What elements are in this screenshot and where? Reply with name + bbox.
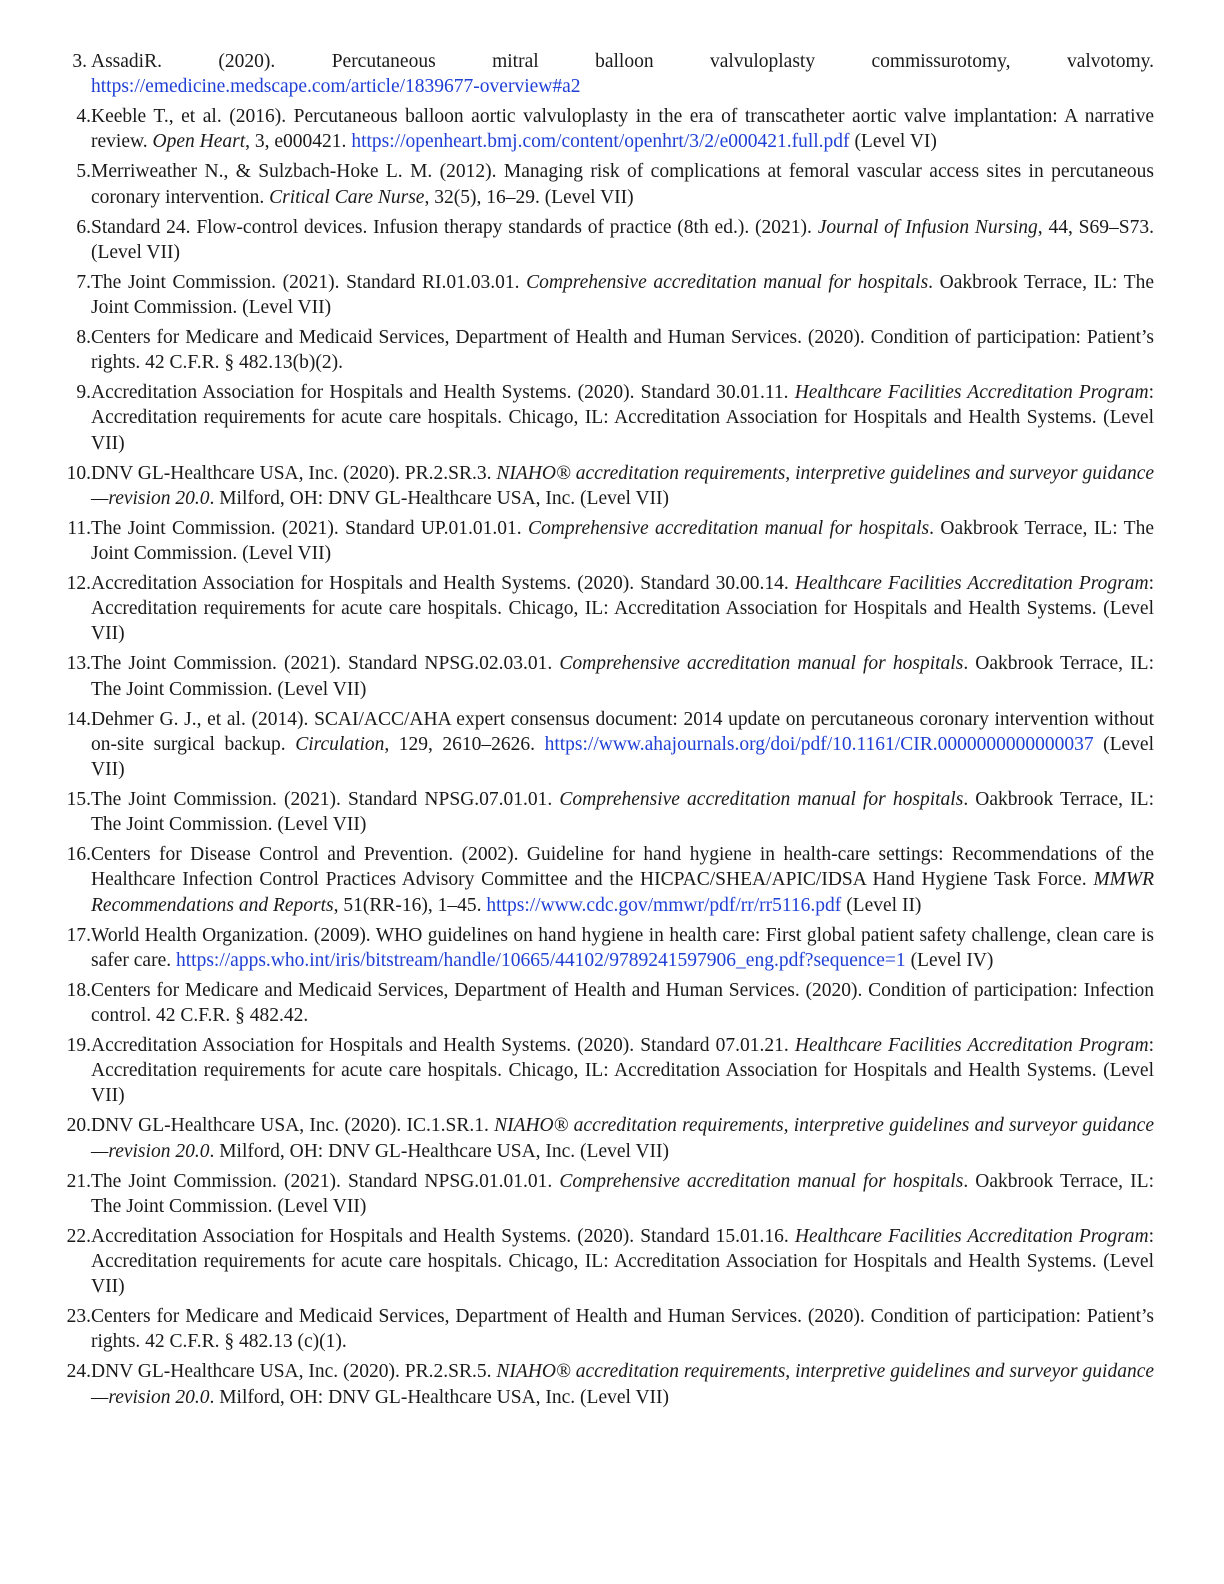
reference-item xyxy=(55,215,1154,265)
reference-url-link[interactable]: https://www.cdc.gov/mmwr/pdf/rr/rr5116.pdf xyxy=(486,894,842,916)
reference-number: 16. xyxy=(66,844,91,866)
reference-item xyxy=(55,842,1154,918)
reference-source-title: NIAHO® accreditation requirements, interpretive guidelines and surveyor guidance—revision 20.0 xyxy=(91,462,1155,509)
reference-text-segment: , 129, 2610–2626. xyxy=(384,733,545,755)
reference-text xyxy=(91,461,1154,511)
reference-item xyxy=(55,104,1154,154)
reference-number: 6. xyxy=(76,216,91,238)
reference-item xyxy=(55,1033,1154,1109)
reference-text xyxy=(91,1113,1154,1163)
reference-text-segment: , 51(RR-16), 1–45. xyxy=(333,894,487,916)
reference-number: 3. xyxy=(72,51,87,72)
reference-item xyxy=(55,651,1154,701)
reference-text xyxy=(91,1169,1154,1219)
reference-text-segment: . Oakbrook Terrace, IL: The Joint Commission. (Level VII) xyxy=(91,517,1154,565)
reference-text-segment: AssadiR. (2020). Percutaneous mitral balloon valvuloplasty commissurotomy, valvotomy. xyxy=(91,51,1154,72)
reference-text-segment: Dehmer G. J., et al. (2014). SCAI/ACC/AHA expert consensus document: 2014 update on percutaneous coronary intervention without on-site surgical backup. xyxy=(91,708,1154,755)
reference-text xyxy=(91,159,1154,209)
reference-source-title: Comprehensive accreditation manual for hospitals xyxy=(526,271,929,293)
reference-text xyxy=(91,651,1154,701)
reference-number: 11. xyxy=(67,517,91,539)
reference-number: 8. xyxy=(76,327,91,349)
reference-text xyxy=(91,1033,1154,1109)
reference-source-title: Healthcare Facilities Accreditation Program xyxy=(794,573,1149,595)
reference-text xyxy=(91,270,1154,320)
reference-url-link[interactable]: https://openheart.bmj.com/content/openhrt/3/2/e000421.full.pdf xyxy=(351,131,850,153)
reference-item xyxy=(55,516,1154,566)
reference-url-link[interactable]: https://www.ahajournals.org/doi/pdf/10.1161/CIR.0000000000000037 xyxy=(544,733,1094,755)
reference-text xyxy=(91,978,1154,1028)
reference-text-segment: DNV GL-Healthcare USA, Inc. (2020). PR.2.SR.5. xyxy=(91,1361,497,1383)
reference-number: 17. xyxy=(66,924,91,946)
reference-text-segment: The Joint Commission. (2021). Standard NPSG.02.03.01. xyxy=(91,653,560,675)
reference-source-title: Critical Care Nurse xyxy=(269,186,425,208)
reference-text-segment: , 3, e000421. xyxy=(245,131,352,153)
reference-item xyxy=(55,1304,1154,1354)
reference-text-segment: DNV GL-Healthcare USA, Inc. (2020). IC.1.SR.1. xyxy=(91,1115,495,1137)
reference-text-segment: Accreditation Association for Hospitals and Health Systems. (2020). Standard 30.01.11. xyxy=(91,382,795,404)
reference-text-segment: . Oakbrook Terrace, IL: The Joint Commission. (Level VII) xyxy=(91,789,1154,836)
reference-text-segment: Centers for Medicare and Medicaid Services, Department of Health and Human Services. (2020). Condition of participation: Patient’s rights. 42 C.F.R. § 482.13 (c)(1). xyxy=(91,1306,1154,1353)
reference-source-title: Journal of Infusion Nursing xyxy=(817,216,1038,238)
reference-url-link[interactable]: https://emedicine.medscape.com/article/1839677-overview#a2 xyxy=(91,76,581,98)
reference-text xyxy=(91,571,1154,647)
reference-text-segment: The Joint Commission. (2021). Standard NPSG.01.01.01. xyxy=(91,1170,560,1192)
reference-text xyxy=(91,1359,1154,1409)
reference-source-title: Healthcare Facilities Accreditation Program xyxy=(794,1225,1149,1247)
reference-item xyxy=(55,1359,1154,1409)
reference-text-segment: DNV GL-Healthcare USA, Inc. (2020). PR.2.SR.3. xyxy=(91,462,497,484)
reference-text-segment: . Oakbrook Terrace, IL: The Joint Commission. (Level VII) xyxy=(91,271,1154,319)
reference-text-segment: (Level VII) xyxy=(91,733,1155,781)
reference-text-segment: : Accreditation requirements for acute care hospitals. Chicago, IL: Accreditation Association for Hospitals and Health Systems. (Level VII) xyxy=(91,1035,1155,1107)
reference-text-segment: , 32(5), 16–29. (Level VII) xyxy=(424,186,634,208)
reference-text-segment: : Accreditation requirements for acute care hospitals. Chicago, IL: Accreditation Association for Hospitals and Health Systems. (Level VII) xyxy=(91,573,1155,645)
reference-text-segment: (Level IV) xyxy=(905,949,994,971)
reference-text-segment: Centers for Disease Control and Prevention. (2002). Guideline for hand hygiene in health-care settings: Recommendations of the Healthcare Infection Control Practices Advisory Committee and the HICPAC/SHEA/APIC/IDSA Hand Hygiene Task Force. xyxy=(91,844,1154,891)
reference-list xyxy=(55,49,1154,1410)
reference-text xyxy=(91,842,1154,918)
reference-item xyxy=(55,707,1154,783)
reference-number: 14. xyxy=(66,708,91,730)
reference-number: 12. xyxy=(66,573,91,595)
reference-text-segment: The Joint Commission. (2021). Standard NPSG.07.01.01. xyxy=(91,789,560,811)
reference-text-segment: Accreditation Association for Hospitals and Health Systems. (2020). Standard 30.00.14. xyxy=(91,573,795,595)
reference-source-title: Healthcare Facilities Accreditation Program xyxy=(794,1035,1149,1057)
reference-source-title: NIAHO® accreditation requirements, interpretive guidelines and surveyor guidance—revision 20.0 xyxy=(91,1361,1155,1408)
reference-text-segment: Centers for Medicare and Medicaid Services, Department of Health and Human Services. (2020). Condition of participation: Infection control. 42 C.F.R. § 482.42. xyxy=(91,979,1154,1027)
reference-item xyxy=(55,978,1154,1028)
reference-text-segment: (Level II) xyxy=(841,894,922,916)
reference-number: 9. xyxy=(76,382,91,404)
reference-source-title: Comprehensive accreditation manual for hospitals xyxy=(559,789,964,811)
reference-number: 23. xyxy=(66,1306,91,1328)
reference-text-segment: , 44, S69–S73. (Level VII) xyxy=(91,216,1154,263)
reference-text-segment: : Accreditation requirements for acute care hospitals. Chicago, IL: Accreditation Association for Hospitals and Health Systems. (Level VII) xyxy=(91,1225,1155,1298)
reference-text xyxy=(91,923,1154,973)
reference-source-title: Circulation xyxy=(295,733,385,755)
reference-number: 18. xyxy=(66,979,91,1001)
reference-item xyxy=(55,1169,1154,1219)
reference-text xyxy=(91,104,1154,154)
reference-number: 15. xyxy=(66,789,91,811)
reference-source-title: NIAHO® accreditation requirements, interpretive guidelines and surveyor guidance—revision 20.0 xyxy=(91,1115,1154,1162)
reference-text xyxy=(91,1304,1154,1354)
reference-number: 24. xyxy=(66,1361,91,1383)
reference-text xyxy=(91,516,1154,566)
reference-text xyxy=(91,787,1154,837)
reference-text-segment: (Level VI) xyxy=(849,131,937,153)
reference-text-segment: Standard 24. Flow-control devices. Infusion therapy standards of practice (8th ed.). (2021). xyxy=(91,216,818,238)
reference-text-segment: The Joint Commission. (2021). Standard UP.01.01.01. xyxy=(91,517,529,539)
reference-text-segment: Merriweather N., & Sulzbach-Hoke L. M. (2012). Managing risk of complications at femoral vascular access sites in percutaneous coronary intervention. xyxy=(91,161,1154,208)
reference-item xyxy=(55,787,1154,837)
reference-number: 21. xyxy=(66,1170,91,1192)
reference-item xyxy=(55,159,1154,209)
reference-text xyxy=(91,215,1154,265)
reference-source-title: Comprehensive accreditation manual for hospitals xyxy=(528,517,930,539)
reference-text-segment: . Milford, OH: DNV GL-Healthcare USA, Inc. (Level VII) xyxy=(209,1386,670,1408)
reference-text-segment: . Milford, OH: DNV GL-Healthcare USA, Inc. (Level VII) xyxy=(209,487,670,509)
reference-text xyxy=(91,1224,1154,1300)
reference-text xyxy=(91,707,1154,783)
reference-text xyxy=(91,380,1154,456)
reference-number: 19. xyxy=(66,1035,91,1057)
reference-text-segment: . Oakbrook Terrace, IL: The Joint Commission. (Level VII) xyxy=(91,1170,1154,1217)
reference-item xyxy=(55,49,1154,99)
reference-source-title: Comprehensive accreditation manual for hospitals xyxy=(559,653,964,675)
reference-text xyxy=(91,325,1154,375)
reference-text-segment: . Oakbrook Terrace, IL: The Joint Commission. (Level VII) xyxy=(91,653,1154,700)
reference-text-segment: Accreditation Association for Hospitals and Health Systems. (2020). Standard 15.01.16. xyxy=(91,1225,795,1247)
reference-number: 13. xyxy=(66,653,91,675)
reference-number: 5. xyxy=(76,161,91,183)
reference-source-title: MMWR Recommendations and Reports xyxy=(91,869,1154,916)
reference-text-segment: Accreditation Association for Hospitals and Health Systems. (2020). Standard 07.01.21. xyxy=(91,1035,795,1057)
reference-source-title: Comprehensive accreditation manual for hospitals xyxy=(559,1170,964,1192)
reference-source-title: Healthcare Facilities Accreditation Program xyxy=(794,382,1149,404)
reference-text-segment: Centers for Medicare and Medicaid Services, Department of Health and Human Services. (2020). Condition of participation: Patient’s rights. 42 C.F.R. § 482.13(b)(2). xyxy=(91,327,1154,374)
reference-text-segment: World Health Organization. (2009). WHO guidelines on hand hygiene in health care: First global patient safety challenge, clean care is safer care. xyxy=(91,924,1154,971)
reference-item xyxy=(55,461,1154,511)
reference-item xyxy=(55,571,1154,647)
reference-item xyxy=(55,1224,1154,1300)
reference-text-segment: . Milford, OH: DNV GL-Healthcare USA, Inc. (Level VII) xyxy=(209,1140,670,1162)
reference-text xyxy=(91,49,1154,99)
reference-item xyxy=(55,380,1154,456)
reference-source-title: Open Heart xyxy=(152,131,246,153)
reference-number: 20. xyxy=(66,1115,91,1137)
reference-text-segment: : Accreditation requirements for acute care hospitals. Chicago, IL: Accreditation Association for Hospitals and Health Systems. (Level VII) xyxy=(91,382,1155,454)
reference-item xyxy=(55,923,1154,973)
reference-text-segment: Keeble T., et al. (2016). Percutaneous balloon aortic valvuloplasty in the era of transcatheter aortic valve implantation: A narrative review. xyxy=(91,106,1154,153)
reference-number: 7. xyxy=(76,271,91,293)
reference-number: 22. xyxy=(66,1225,91,1247)
reference-url-link[interactable]: https://apps.who.int/iris/bitstream/handle/10665/44102/9789241597906_eng.pdf?sequence=1 xyxy=(175,949,906,971)
reference-text-segment: The Joint Commission. (2021). Standard RI.01.03.01. xyxy=(91,271,527,293)
reference-number: 10. xyxy=(66,462,91,484)
reference-item xyxy=(55,325,1154,375)
reference-number: 4. xyxy=(76,106,91,128)
reference-item xyxy=(55,270,1154,320)
reference-item xyxy=(55,1113,1154,1163)
